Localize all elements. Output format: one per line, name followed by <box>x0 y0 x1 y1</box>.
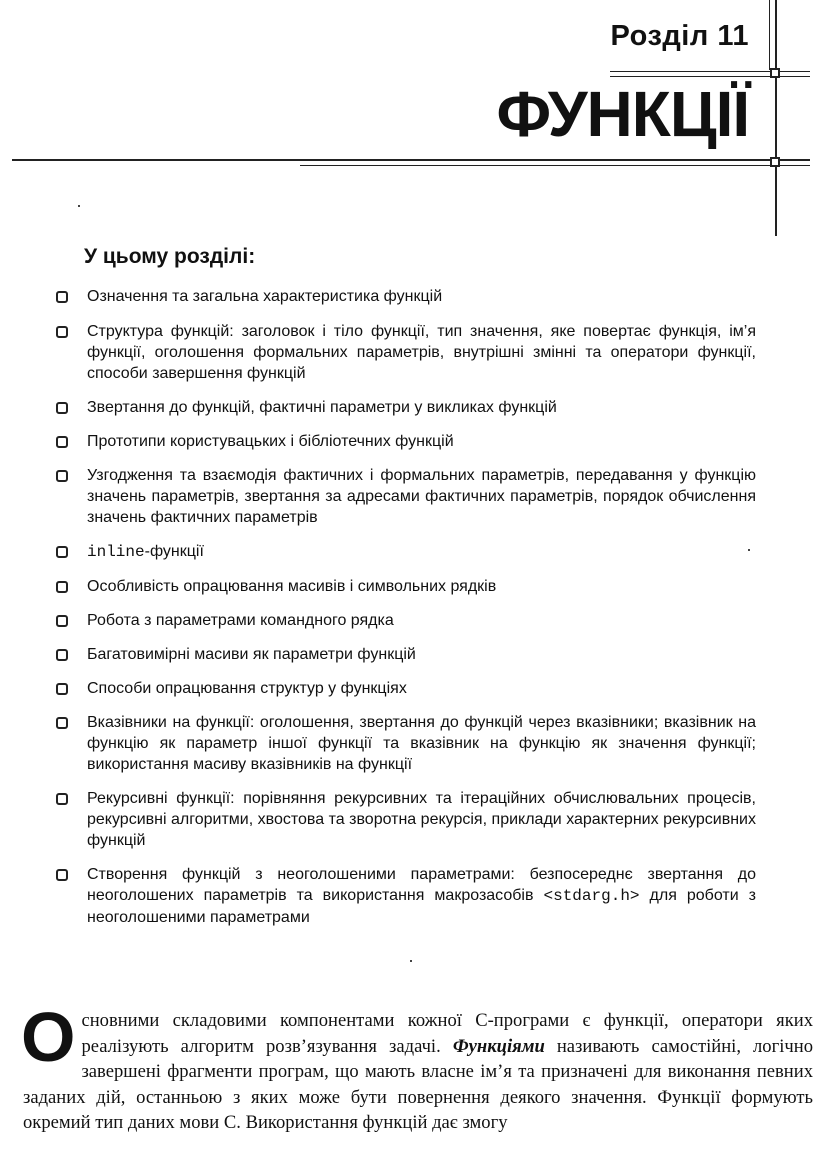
chapter-label: Розділ 11 <box>610 20 749 52</box>
checkbox-square-icon <box>56 326 68 338</box>
list-item-text: Звертання до функцій, фактичні параметри у викликах функцій <box>87 399 557 416</box>
list-item-text: Структура функцій: заголовок і тіло функції, тип значення, яке повертає функція, ім’я функції, оголошення формальних параметрів, внутрішні змінні та оператори функції, способи завершення функцій <box>87 323 756 382</box>
vertical-rule-thin <box>769 0 770 70</box>
list-item <box>56 465 756 528</box>
list-item-text: Вказівники на функції: оголошення, звертання до функцій через вказівники; вказівник на функцію як параметр іншої функції та вказівник на функцію як значення функції; використання масиву вказівників на функції <box>87 714 756 773</box>
list-item <box>56 286 756 307</box>
list-item <box>56 397 756 418</box>
code-header-name: <stdarg.h> <box>543 887 640 905</box>
list-item-text: Створення функцій з неоголошеними параметрами: безпосереднє звертання до неоголошених параметрів та використання макрозасобів <box>87 866 756 904</box>
horizontal-rule-main <box>12 159 810 161</box>
checkbox-square-icon <box>56 615 68 627</box>
list-item <box>56 788 756 851</box>
emphasis-term: Функціями <box>452 1035 545 1057</box>
print-speck <box>78 205 80 207</box>
checkbox-square-icon <box>56 869 68 881</box>
list-item <box>56 712 756 775</box>
list-item <box>56 321 756 384</box>
checkbox-square-icon <box>56 291 68 303</box>
list-item-text: Означення та загальна характеристика функцій <box>87 288 443 305</box>
checkbox-square-icon <box>56 793 68 805</box>
list-item-text: Прототипи користувацьких і бібліотечних функцій <box>87 433 454 450</box>
list-item-text: Багатовимірні масиви як параметри функцій <box>87 646 416 663</box>
list-item <box>56 678 756 699</box>
body-text-part: називають самостійні, логічно завершені фрагменти програм, що мають власне ім’я та призначені для виконання певних заданих дій, останньою з яких може бути повернення деякого значення. Функції формують окремий тип даних мови С. Використання функцій дає змогу <box>23 1035 813 1133</box>
checkbox-square-icon <box>56 683 68 695</box>
vertical-rule <box>775 0 777 236</box>
checkbox-square-icon <box>56 402 68 414</box>
rule-node-square <box>770 157 780 167</box>
checkbox-square-icon <box>56 470 68 482</box>
list-item <box>56 610 756 631</box>
list-item-text: Особливість опрацювання масивів і символьних рядків <box>87 578 497 595</box>
list-item <box>56 864 756 928</box>
list-item-text: Рекурсивні функції: порівняння рекурсивних та ітераційних обчислювальних процесів, рекурсивні алгоритми, хвостова та зворотна рекурсія, приклади характерних рекурсивних функцій <box>87 790 756 849</box>
checkbox-square-icon <box>56 581 68 593</box>
body-paragraph <box>21 998 813 1136</box>
contents-list <box>56 286 756 941</box>
list-item <box>56 431 756 452</box>
list-item-text: -функції <box>144 543 204 560</box>
list-item <box>56 576 756 597</box>
contents-heading: У цьому розділі: <box>84 245 256 268</box>
checkbox-square-icon <box>56 649 68 661</box>
body-text-part: сновними складовими компонентами кожної С-програми є функції, оператори яких реалізують алгоритм розв’язування задачі. <box>81 1010 813 1057</box>
list-item <box>56 644 756 665</box>
list-item-text: Робота з параметрами командного рядка <box>87 612 394 629</box>
horizontal-rule-top-2 <box>610 76 810 77</box>
rule-node-square <box>770 68 780 78</box>
horizontal-rule-main-2 <box>300 165 810 166</box>
drop-cap: О <box>21 998 76 1076</box>
list-item-text: для роботи з неоголошеними параметрами <box>87 887 757 926</box>
list-item-text: Узгодження та взаємодія фактичних і формальних параметрів, передавання у функцію значень параметрів, звертання за адресами фактичних параметрів, порядок обчислення значень фактичних параметрів <box>87 467 756 526</box>
checkbox-square-icon <box>56 436 68 448</box>
checkbox-square-icon <box>56 546 68 558</box>
list-item-text: Способи опрацювання структур у функціях <box>87 680 407 697</box>
list-item <box>56 541 756 563</box>
chapter-title: ФУНКЦІЇ <box>496 78 749 150</box>
checkbox-square-icon <box>56 717 68 729</box>
print-speck <box>410 960 412 962</box>
horizontal-rule-top <box>610 71 810 72</box>
code-keyword: inline <box>87 543 145 561</box>
